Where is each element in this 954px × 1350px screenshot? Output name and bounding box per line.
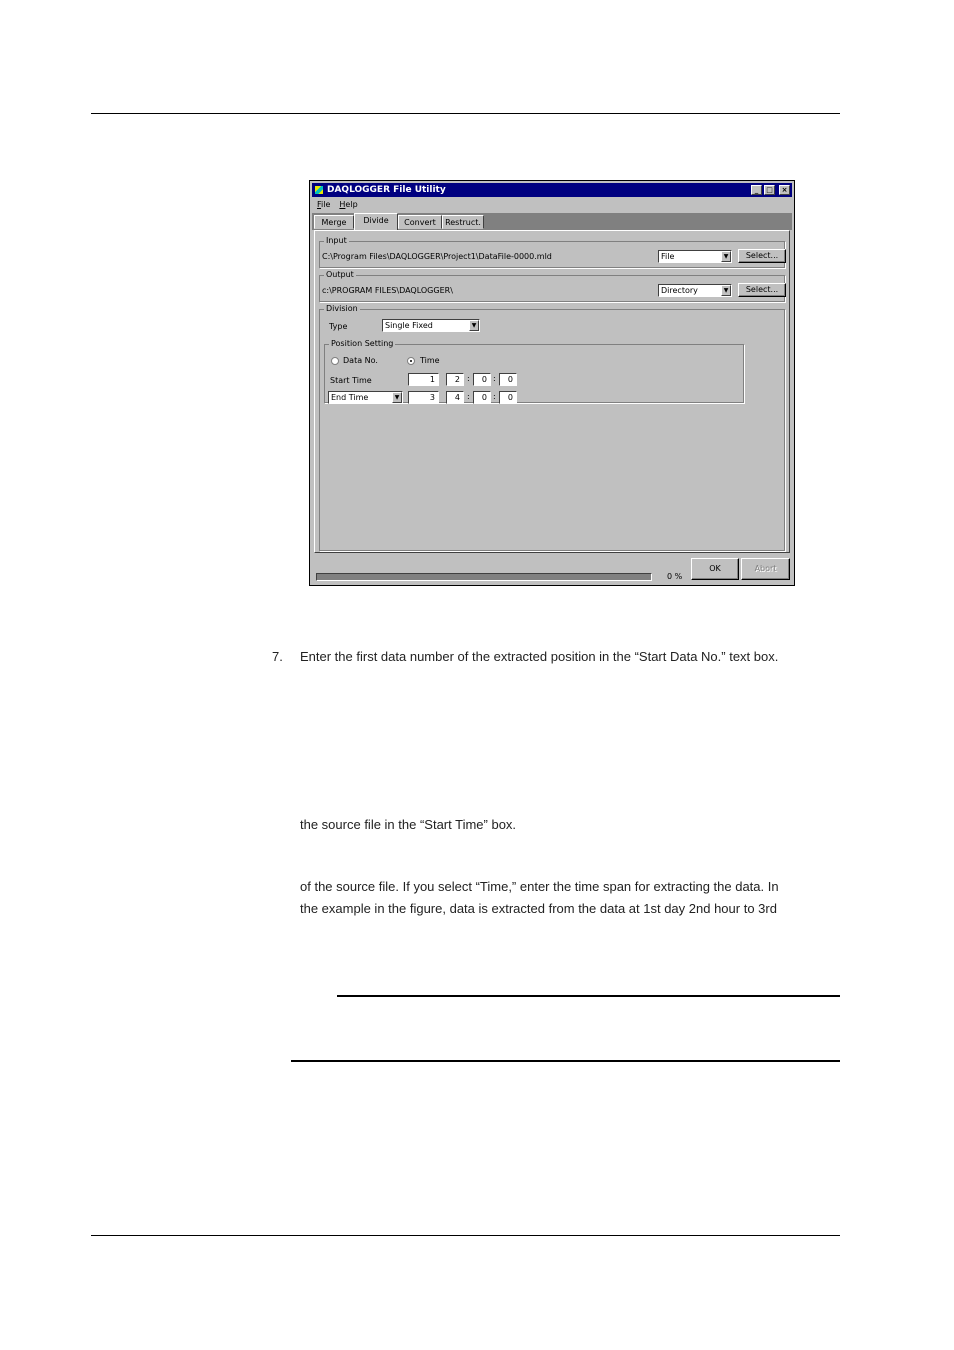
division-legend: Division — [326, 304, 358, 313]
window-title: DAQLOGGER File Utility — [327, 185, 446, 195]
progress-percent: 0 % — [667, 572, 683, 581]
footer-rule — [91, 1235, 840, 1236]
data-no-label: Data No. — [343, 356, 378, 365]
progress-bar — [316, 573, 652, 581]
input-group — [319, 236, 785, 268]
tab-convert[interactable]: Convert — [398, 215, 442, 229]
output-path: c:\PROGRAM FILES\DAQLOGGER\ — [322, 286, 453, 295]
body-line: of the source file. If you select “Time,” enter the time span for extracting the data. In — [300, 879, 779, 894]
start-colon: : — [467, 374, 470, 383]
chevron-down-icon: ▼ — [469, 320, 479, 331]
time-radio[interactable] — [407, 357, 415, 365]
input-select-button[interactable]: Select... — [738, 249, 786, 263]
step-7-text: Enter the first data number of the extracted position in the “Start Data No.” text box. — [300, 649, 779, 664]
start-day-field[interactable]: 1 — [408, 373, 439, 386]
output-group — [319, 270, 785, 302]
title-bar[interactable] — [312, 183, 792, 197]
output-legend: Output — [326, 270, 354, 279]
chevron-down-icon: ▼ — [721, 285, 731, 296]
tab-restruct[interactable]: Restruct. — [442, 215, 484, 229]
end-colon: : — [493, 392, 496, 401]
end-day-field[interactable]: 3 — [408, 391, 439, 404]
input-legend: Input — [326, 236, 347, 245]
start-time-label: Start Time — [330, 376, 372, 385]
menu-bar — [312, 198, 792, 211]
note-top-rule — [337, 995, 840, 997]
header-rule — [91, 113, 840, 114]
chevron-down-icon: ▼ — [392, 392, 402, 403]
maximize-button[interactable]: □ — [764, 185, 775, 195]
tab-divide[interactable]: Divide — [354, 213, 398, 230]
start-second-field[interactable]: 0 — [499, 373, 517, 386]
end-minute-field[interactable]: 0 — [473, 391, 491, 404]
position-setting-legend: Position Setting — [331, 339, 394, 348]
data-no-radio[interactable] — [331, 357, 339, 365]
chevron-down-icon: ▼ — [721, 251, 731, 262]
body-line: the example in the figure, data is extracted from the data at 1st day 2nd hour to 3rd — [300, 901, 777, 916]
menu-file[interactable]: File — [317, 200, 331, 209]
body-line: the source file in the “Start Time” box. — [300, 817, 517, 832]
output-type-combo[interactable]: Directory ▼ — [658, 284, 732, 297]
end-second-field[interactable]: 0 — [499, 391, 517, 404]
end-time-combo[interactable]: End Time ▼ — [328, 391, 403, 404]
division-type-combo[interactable]: Single Fixed ▼ — [382, 319, 480, 332]
daqlogger-window — [309, 180, 795, 586]
ok-button[interactable]: OK — [691, 558, 739, 580]
step-7-number: 7. — [272, 649, 283, 664]
close-button[interactable]: × — [779, 185, 790, 195]
division-group — [319, 304, 785, 551]
note-bottom-rule — [291, 1060, 840, 1062]
app-icon — [314, 185, 324, 195]
division-type-label: Type — [329, 322, 348, 331]
start-colon: : — [493, 374, 496, 383]
start-minute-field[interactable]: 0 — [473, 373, 491, 386]
position-setting-group — [324, 339, 744, 403]
minimize-button[interactable]: _ — [751, 185, 762, 195]
start-hour-field[interactable]: 2 — [446, 373, 464, 386]
abort-button[interactable]: Abort — [741, 558, 790, 580]
menu-help[interactable]: Help — [339, 200, 358, 209]
output-select-button[interactable]: Select... — [738, 283, 786, 297]
time-label: Time — [420, 356, 440, 365]
divide-panel — [314, 230, 790, 553]
end-colon: : — [467, 392, 470, 401]
input-path: C:\Program Files\DAQLOGGER\Project1\DataFile-0000.mld — [322, 252, 552, 261]
input-type-combo[interactable]: File ▼ — [658, 250, 732, 263]
end-hour-field[interactable]: 4 — [446, 391, 464, 404]
tab-strip — [312, 213, 792, 230]
tab-merge[interactable]: Merge — [314, 215, 354, 229]
